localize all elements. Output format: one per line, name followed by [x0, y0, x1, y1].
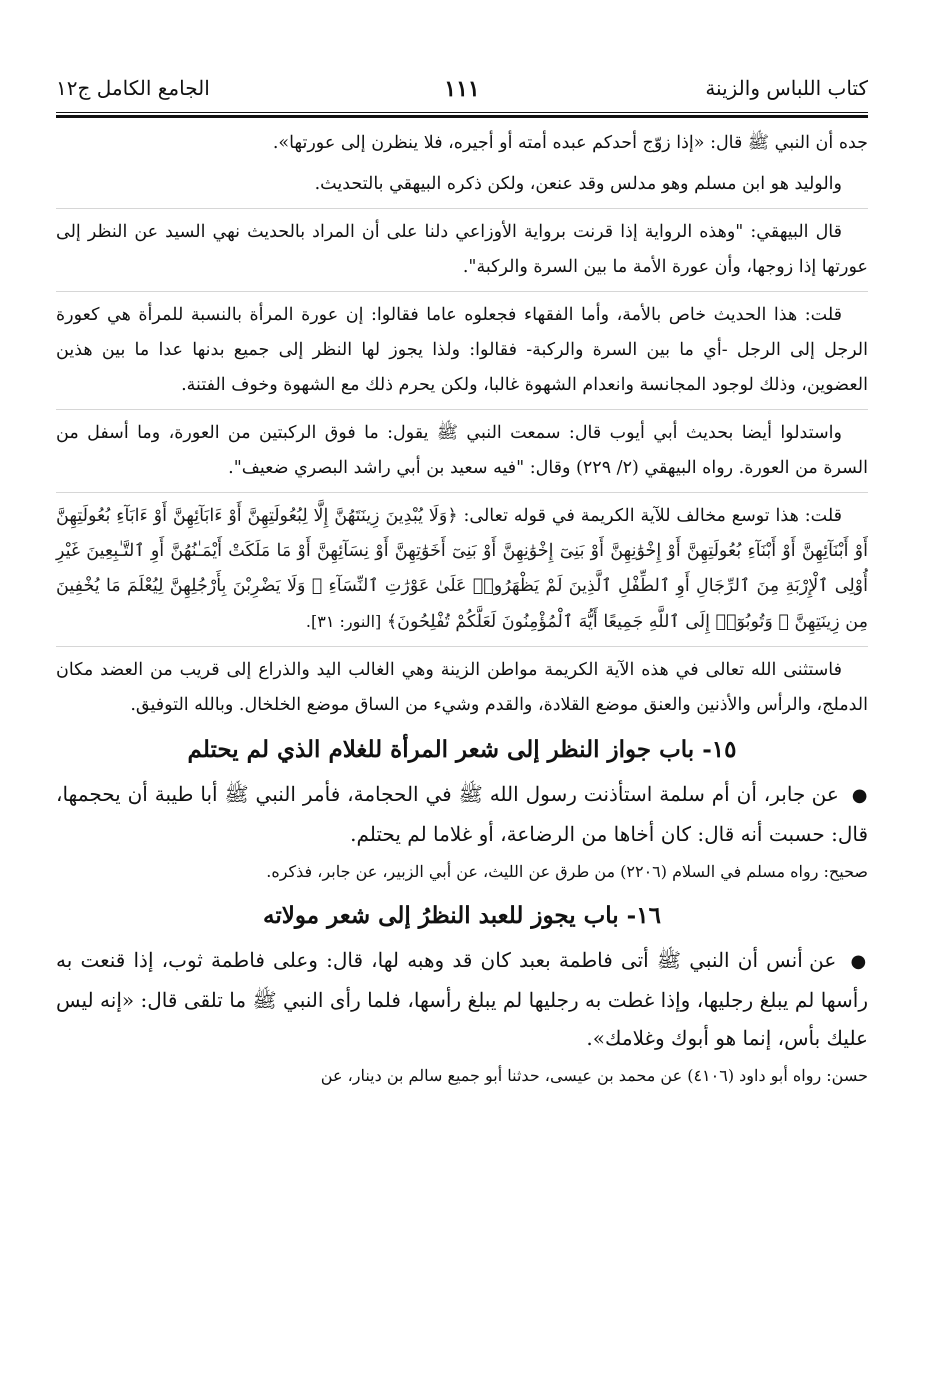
quran-verse: ﴿وَلَا يُبْدِينَ زِينَتَهُنَّ إِلَّا لِبُعُولَتِهِنَّ أَوْ ءَابَآئِهِنَّ أَوْ ءَابَآءِ بُعُولَتِهِنَّ أَوْ أَبْنَآئِهِنَّ أَوْ أَبْنَآءِ بُعُولَتِهِنَّ أَوْ إِخْوَٰنِهِنَّ أَوْ بَنِىٓ إِخْوَٰنِهِنَّ أَوْ بَنِىٓ أَخَوَٰتِهِنَّ أَوْ نِسَآئِهِنَّ أَوْ مَا مَلَكَتْ أَيْمَـٰنُهُنَّ أَوِ ٱلتَّـٰبِعِينَ غَيْرِ أُوْلِى ٱلْإِرْبَةِ مِنَ ٱلرِّجَالِ أَوِ ٱلطِّفْلِ ٱلَّذِينَ لَمْ يَظْهَرُوا۟ عَلَىٰ عَوْرَٰتِ ٱلنِّسَآءِ ۖ وَلَا يَضْرِبْنَ بِأَرْجُلِهِنَّ لِيُعْلَمَ مَا يُخْفِينَ مِن زِينَتِهِنَّ ۚ وَتُوبُوٓا۟ إِلَى ٱللَّهِ جَمِيعًا أَيُّهَ ٱلْمُؤْمِنُونَ لَعَلَّكُمْ تُفْلِحُونَ﴾: [56, 506, 868, 632]
bullet-icon: ●: [850, 951, 868, 972]
verse-intro: قلت: هذا توسع مخالف للآية الكريمة في قوله تعالى:: [463, 506, 842, 526]
hadith-text: عن أنس أن النبي ﷺ أتى فاطمة بعبد كان قد وهبه لها، قال: وعلى فاطمة ثوب، إذا قنعت به رأسها لم يبلغ رجليها، وإذا غطت به رجليها لم يبلغ رأسها، فلما رأى النبي ﷺ ما تلقى قال: «إنه ليس عليك بأس، إنما هو أبوك وغلامك».: [56, 948, 868, 1050]
section-16-grade: حسن: رواه أبو داود (٤١٠٦) عن محمد بن عيسى، حدثنا أبو جميع سالم بن دينار، عن: [320, 1066, 868, 1085]
paragraph-2: والوليد هو ابن مسلم وهو مدلس وقد عنعن، ولكن ذكره البيهقي بالتحديث.: [314, 174, 842, 194]
header-volume-title: الجامع الكامل ج١٢: [56, 76, 210, 100]
page-header: [56, 68, 868, 112]
paragraph-5: واستدلوا أيضا بحديث أبي أيوب قال: سمعت النبي ﷺ يقول: ما فوق الركبتين من العورة، وما أسفل من السرة من العورة. رواه البيهقي (٢/ ٢٢٩) وقال: "فيه سعيد بن أبي راشد البصري ضعيف".: [56, 423, 868, 478]
bullet-icon: ●: [851, 785, 868, 806]
section-15-grade: صحيح: رواه مسلم في السلام (٢٢٠٦) من طرق عن الليث، عن أبي الزبير، عن جابر، فذكره.: [266, 862, 868, 881]
divider: [56, 646, 868, 647]
paragraph-1: جده أن النبي ﷺ قال: «إذا زوّج أحدكم عبده أمته أو أجيره، فلا ينظرن إلى عورتها».: [272, 133, 868, 153]
divider: [56, 291, 868, 292]
divider: [56, 492, 868, 493]
section-16-hadith: [56, 941, 868, 1057]
header-rule: [56, 112, 868, 118]
section-16-title: ١٦- باب يجوز للعبد النظرُ إلى شعر مولاته: [263, 902, 661, 929]
verse-reference: [النور: ٣١].: [305, 612, 382, 631]
paragraph-6: [56, 499, 868, 640]
paragraph-7: فاستثنى الله تعالى في هذه الآية الكريمة مواطن الزينة وهي الغالب اليد والذراع إلى قريب من العضد مكان الدملج، والرأس والأذنين والعنق موضع القلادة، والقدم وشيء من الساق موضع الخلخال. وبالله التوفيق.: [56, 660, 868, 715]
header-book-title: كتاب اللباس والزينة: [705, 76, 868, 100]
page-number: ١١١: [444, 76, 480, 102]
hadith-text: عن جابر، أن أم سلمة استأذنت رسول الله ﷺ في الحجامة، فأمر النبي ﷺ أبا طيبة أن يحجمها، قال: حسبت أنه قال: كان أخاها من الرضاعة، أو غلاما لم يحتلم.: [56, 782, 868, 846]
paragraph-3: قال البيهقي: "وهذه الرواية إذا قرنت برواية الأوزاعي دلنا على أن المراد بالحديث نهي السيد عن النظر إلى عورتها إذا زوجها، وأن عورة الأمة ما بين السرة والركبة".: [56, 222, 868, 277]
section-15-hadith: [56, 775, 868, 853]
divider: [56, 409, 868, 410]
book-page: [56, 68, 868, 1099]
paragraph-4: قلت: هذا الحديث خاص بالأمة، وأما الفقهاء فجعلوه عاما فقالوا: إن عورة المرأة بالنسبة للمرأة هي كعورة الرجل إلى الرجل -أي ما بين السرة والركبة- فقالوا: ولذا يجوز لها النظر إلى جميع بدنها عدا ما بين هذين العضوين، وذلك لوجود المجانسة وانعدام الشهوة غالبا، ولكن يحرم ذلك مع الشهوة وخوف الفتنة.: [56, 305, 868, 395]
section-15-title: ١٥- باب جواز النظر إلى شعر المرأة للغلام الذي لم يحتلم: [187, 736, 737, 763]
divider: [56, 208, 868, 209]
